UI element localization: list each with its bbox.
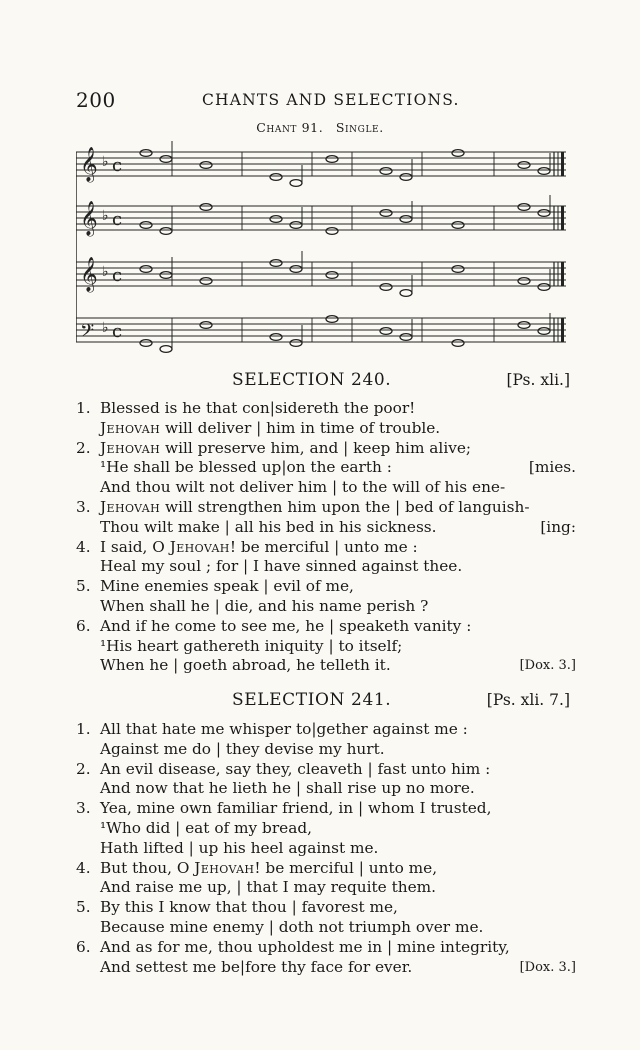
verse-text bbox=[100, 597, 428, 617]
verse-text bbox=[100, 439, 471, 459]
text-run: Yea, mine own familiar friend, in | whom I trusted, bbox=[100, 799, 492, 818]
chant-label: Chant 91. bbox=[256, 120, 324, 135]
line-continuation: [ing: bbox=[540, 517, 576, 536]
verse-text bbox=[100, 518, 437, 538]
verse-text bbox=[100, 898, 398, 918]
note-head bbox=[380, 168, 392, 175]
text-run: Heal my soul ; for | I have sinned against thee. bbox=[100, 557, 463, 576]
note-head bbox=[290, 266, 302, 273]
flat-icon: ♭ bbox=[102, 264, 109, 280]
note-head bbox=[160, 346, 172, 353]
time-signature: c bbox=[112, 155, 123, 176]
page-number: 200 bbox=[76, 88, 116, 112]
verse-line bbox=[76, 918, 576, 938]
text-run: will preserve him, and | keep him alive; bbox=[160, 438, 472, 457]
verse-line bbox=[76, 577, 576, 597]
note-head bbox=[160, 272, 172, 279]
text-run: And settest me be|fore thy face for ever. bbox=[100, 957, 413, 976]
note-head bbox=[538, 328, 550, 335]
flat-icon: ♭ bbox=[102, 208, 109, 224]
note-head bbox=[326, 156, 338, 163]
note-head bbox=[270, 216, 282, 223]
note-head bbox=[452, 150, 464, 157]
verse-number: 6. bbox=[76, 616, 91, 635]
verse-line bbox=[76, 518, 576, 538]
text-run: When shall he | die, and his name perish ? bbox=[100, 596, 429, 615]
verse-line bbox=[76, 617, 576, 637]
line-continuation: [mies. bbox=[528, 458, 576, 477]
note-head bbox=[200, 278, 212, 285]
verse-text bbox=[100, 419, 440, 439]
verse-list bbox=[76, 399, 576, 676]
treble-clef-icon: 𝄞 bbox=[80, 201, 98, 236]
verse-number: 1. bbox=[76, 399, 91, 417]
verse-line bbox=[76, 439, 576, 459]
verse-text bbox=[100, 779, 475, 799]
verse-line bbox=[76, 656, 576, 676]
verse-text bbox=[100, 720, 468, 740]
verse-number: 6. bbox=[76, 937, 91, 956]
verse-line bbox=[76, 557, 576, 577]
verse-text bbox=[100, 399, 415, 419]
time-signature: c bbox=[112, 209, 123, 230]
verse-line bbox=[76, 898, 576, 918]
note-head bbox=[538, 210, 550, 217]
text-run: ! be merciful | unto me : bbox=[229, 537, 418, 556]
note-head bbox=[518, 204, 530, 211]
note-head bbox=[380, 328, 392, 335]
verse-text bbox=[100, 557, 462, 577]
verse-line bbox=[76, 458, 576, 478]
doxology-reference: [Dox. 3.] bbox=[519, 658, 576, 674]
note-head bbox=[270, 334, 282, 341]
text-run: ¹He shall be blessed up|on the earth : bbox=[100, 458, 392, 477]
verse-text bbox=[100, 617, 471, 637]
verse-line bbox=[76, 740, 576, 760]
divine-name: Jehovah bbox=[100, 438, 161, 457]
text-run: Blessed is he that con|sidereth the poor! bbox=[100, 399, 416, 417]
verse-number: 3. bbox=[76, 799, 91, 818]
verse-text bbox=[100, 538, 418, 558]
verse-line bbox=[76, 819, 576, 839]
text-run: All that hate me whisper to|gether against me : bbox=[100, 720, 468, 738]
final-bar bbox=[561, 206, 564, 230]
text-run: Hath lifted | up his heel against me. bbox=[100, 838, 379, 857]
note-head bbox=[518, 278, 530, 285]
verse-line bbox=[76, 399, 576, 419]
note-head bbox=[452, 266, 464, 273]
note-head bbox=[200, 162, 212, 169]
text-run: Thou wilt make | all his bed in his sickness. bbox=[100, 517, 437, 536]
verse-text bbox=[100, 458, 392, 478]
verse-text bbox=[100, 637, 402, 657]
flat-icon: ♭ bbox=[102, 320, 109, 336]
verse-line bbox=[76, 938, 576, 958]
treble-clef-icon: 𝄞 bbox=[80, 257, 98, 292]
doxology-reference: [Dox. 3.] bbox=[519, 959, 576, 975]
verse-line bbox=[76, 637, 576, 657]
verse-number: 3. bbox=[76, 497, 91, 516]
note-head bbox=[160, 156, 172, 163]
time-signature: c bbox=[112, 321, 123, 342]
note-head bbox=[270, 174, 282, 181]
running-head: CHANTS AND SELECTIONS. bbox=[202, 91, 460, 109]
verse-text bbox=[100, 799, 491, 819]
text-run: An evil disease, say they, cleaveth | fast unto him : bbox=[100, 759, 491, 778]
note-head bbox=[518, 162, 530, 169]
text-run: And if he come to see me, he | speaketh vanity : bbox=[100, 616, 472, 635]
divine-name: Jehovah bbox=[169, 537, 230, 556]
note-head bbox=[290, 180, 302, 187]
verse-number: 4. bbox=[76, 858, 91, 877]
verse-number: 4. bbox=[76, 537, 91, 556]
music-score bbox=[76, 140, 572, 360]
note-head bbox=[140, 150, 152, 157]
bass-clef-icon: 𝄢 bbox=[80, 321, 95, 346]
verse-text bbox=[100, 938, 510, 958]
text-run: ¹His heart gathereth iniquity | to itself; bbox=[100, 636, 403, 655]
verse-line bbox=[76, 498, 576, 518]
divine-name: Jehovah bbox=[194, 858, 255, 877]
verse-line bbox=[76, 419, 576, 439]
note-head bbox=[326, 316, 338, 323]
verse-number: 5. bbox=[76, 898, 91, 917]
note-head bbox=[400, 290, 412, 297]
text-run: And as for me, thou upholdest me in | mine integrity, bbox=[100, 937, 510, 956]
note-head bbox=[518, 322, 530, 329]
verse-list bbox=[76, 720, 576, 977]
flat-icon: ♭ bbox=[102, 154, 109, 170]
verse-line bbox=[76, 478, 576, 498]
selection-title: SELECTION 241. bbox=[232, 690, 392, 710]
note-head bbox=[326, 228, 338, 235]
text-run: ¹Who did | eat of my bread, bbox=[100, 818, 312, 837]
verse-line bbox=[76, 779, 576, 799]
verse-text bbox=[100, 878, 436, 898]
verse-line bbox=[76, 859, 576, 879]
text-run: By this I know that thou | favorest me, bbox=[100, 898, 398, 917]
verse-line bbox=[76, 538, 576, 558]
verse-line bbox=[76, 839, 576, 859]
verse-text bbox=[100, 577, 354, 597]
chant-type: Single. bbox=[335, 120, 384, 135]
note-head bbox=[400, 174, 412, 181]
note-head bbox=[380, 210, 392, 217]
text-run: Against me do | they devise my hurt. bbox=[100, 739, 385, 758]
note-head bbox=[200, 322, 212, 329]
final-bar bbox=[561, 262, 564, 286]
note-head bbox=[452, 340, 464, 347]
text-run: And raise me up, | that I may requite them. bbox=[100, 878, 436, 897]
selection-title: SELECTION 240. bbox=[232, 370, 392, 390]
verse-text bbox=[100, 958, 412, 978]
text-run: will strengthen him upon the | bed of languish- bbox=[160, 497, 530, 516]
note-head bbox=[380, 284, 392, 291]
note-head bbox=[140, 222, 152, 229]
time-signature: c bbox=[112, 265, 123, 286]
verse-text bbox=[100, 498, 530, 518]
divine-name: Jehovah bbox=[100, 497, 161, 516]
note-head bbox=[400, 216, 412, 223]
note-head bbox=[270, 260, 282, 267]
treble-clef-icon: 𝄞 bbox=[80, 147, 98, 182]
verse-text bbox=[100, 760, 490, 780]
text-run: will deliver | him in time of trouble. bbox=[160, 418, 441, 437]
text-run: And now that he lieth he | shall rise up no more. bbox=[100, 779, 475, 798]
text-run: I said, O bbox=[100, 537, 170, 556]
verse-line bbox=[76, 597, 576, 617]
verse-line bbox=[76, 720, 576, 740]
text-run: When he | goeth abroad, he telleth it. bbox=[100, 656, 391, 675]
note-head bbox=[452, 222, 464, 229]
selection-reference: [Ps. xli. 7.] bbox=[486, 691, 570, 709]
page-header bbox=[76, 88, 570, 114]
verse-line bbox=[76, 958, 576, 978]
verse-number: 5. bbox=[76, 577, 91, 596]
verse-text bbox=[100, 740, 385, 760]
divine-name: Jehovah bbox=[100, 418, 161, 437]
verse-text bbox=[100, 918, 483, 938]
verse-number: 2. bbox=[76, 759, 91, 778]
note-head bbox=[290, 222, 302, 229]
final-bar bbox=[561, 318, 564, 342]
note-head bbox=[160, 228, 172, 235]
note-head bbox=[326, 272, 338, 279]
note-head bbox=[140, 340, 152, 347]
note-head bbox=[538, 168, 550, 175]
verse-text bbox=[100, 859, 437, 879]
verse-text bbox=[100, 839, 378, 859]
verse-line bbox=[76, 878, 576, 898]
selection-reference: [Ps. xli.] bbox=[506, 371, 570, 389]
verse-number: 2. bbox=[76, 438, 91, 457]
verse-text bbox=[100, 656, 391, 676]
text-run: But thou, O bbox=[100, 858, 195, 877]
text-run: And thou wilt not deliver him | to the will of his ene- bbox=[100, 478, 506, 497]
text-run: Because mine enemy | doth not triumph over me. bbox=[100, 917, 484, 936]
verse-text bbox=[100, 478, 505, 498]
note-head bbox=[140, 266, 152, 273]
verse-number: 1. bbox=[76, 720, 91, 738]
note-head bbox=[200, 204, 212, 211]
chant-notation bbox=[76, 140, 572, 360]
chant-title bbox=[0, 120, 640, 135]
verse-line bbox=[76, 799, 576, 819]
note-head bbox=[290, 340, 302, 347]
final-bar bbox=[561, 152, 564, 176]
verse-text bbox=[100, 819, 312, 839]
note-head bbox=[538, 284, 550, 291]
verse-line bbox=[76, 760, 576, 780]
text-run: Mine enemies speak | evil of me, bbox=[100, 577, 354, 596]
text-run: ! be merciful | unto me, bbox=[254, 858, 438, 877]
note-head bbox=[400, 334, 412, 341]
